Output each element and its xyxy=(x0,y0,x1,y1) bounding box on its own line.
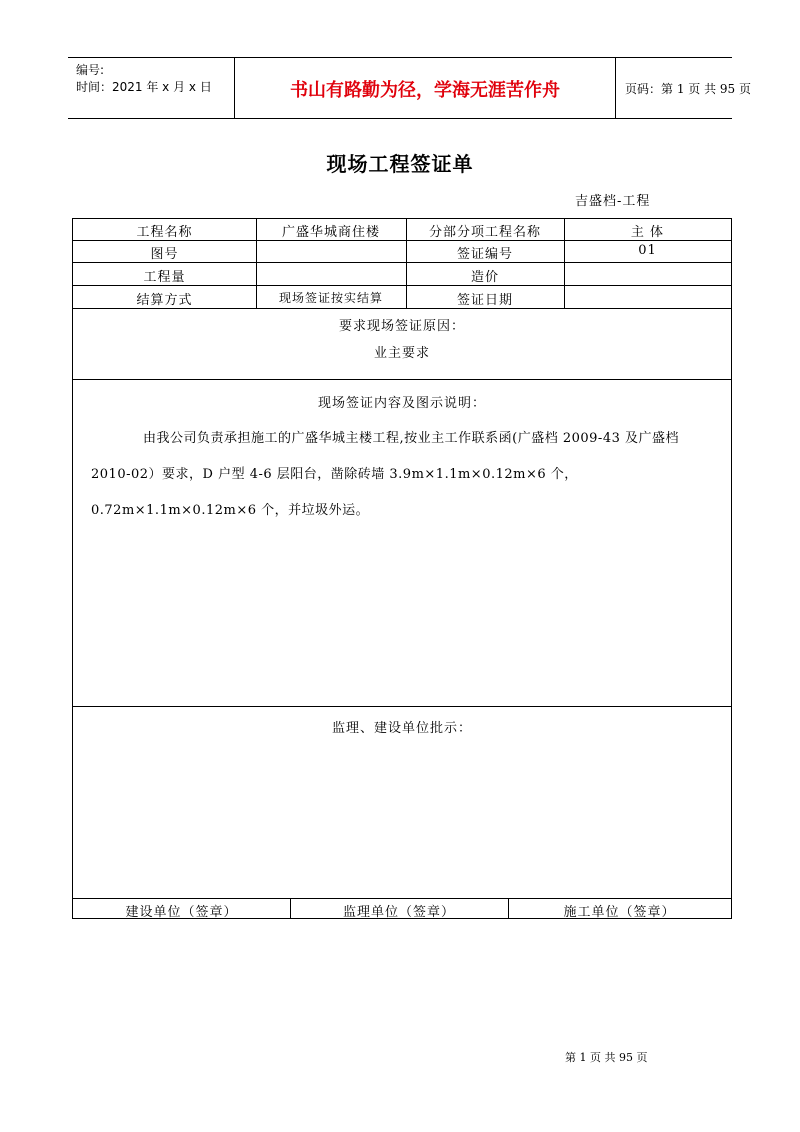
label-quantity: 工程量 xyxy=(143,270,186,285)
approval-title: 监理、建设单位批示： xyxy=(331,721,472,736)
value-subproject: 主 体 xyxy=(630,225,665,240)
header-page-cell xyxy=(615,58,751,118)
serial-label: 编号: xyxy=(76,63,105,77)
label-cost: 造价 xyxy=(470,270,499,285)
document-title: 现场工程签证单 xyxy=(326,152,474,176)
page-info: 页码：第 1 页 共 95 页 xyxy=(625,82,751,96)
time-label: 时间：2021 年 x 月 x 日 xyxy=(76,80,212,94)
value-project-name: 广盛华城商住楼 xyxy=(281,225,380,240)
label-visa-no: 签证编号 xyxy=(456,247,513,262)
signature-owner: 建设单位（签章） xyxy=(125,905,238,920)
content-section xyxy=(73,379,731,706)
footer-page-number: 第 1 页 共 95 页 xyxy=(565,1051,648,1064)
content-title: 现场签证内容及图示说明： xyxy=(317,396,486,411)
document-code: 吉盛档-工程 xyxy=(575,194,651,209)
reason-section xyxy=(73,308,731,379)
visa-table xyxy=(72,218,732,919)
approval-section xyxy=(73,706,731,898)
motto-text: 书山有路勤为径，学海无涯苦作舟 xyxy=(290,80,560,101)
label-project-name: 工程名称 xyxy=(136,225,193,240)
header-meta-cell xyxy=(68,58,234,118)
value-settlement: 现场签证按实结算 xyxy=(278,291,383,305)
label-subproject: 分部分项工程名称 xyxy=(428,225,541,240)
reason-text: 业主要求 xyxy=(373,346,430,361)
label-settlement: 结算方式 xyxy=(136,293,193,308)
label-visa-date: 签证日期 xyxy=(456,293,513,308)
header-motto-cell xyxy=(234,58,616,118)
content-paragraph: 由我公司负责承担施工的广盛华城主楼工程,按业主工作联系函(广盛档 2009-43 及广盛档 2010-02）要求，D 户型 4-6 层阳台，凿除砖墙 3.9m×1.1m×0.12m×6 个，0.72m×1.1m×0.12m×6 个，并垃圾外运。 xyxy=(91,431,679,518)
content-body xyxy=(91,421,721,529)
value-visa-no: 01 xyxy=(638,243,657,258)
reason-title: 要求现场签证原因： xyxy=(338,319,465,334)
signature-supervisor: 监理单位（签章） xyxy=(342,905,455,920)
signature-contractor: 施工单位（签章） xyxy=(563,905,676,920)
page-header xyxy=(68,57,751,119)
label-drawing-no: 图号 xyxy=(150,247,179,262)
